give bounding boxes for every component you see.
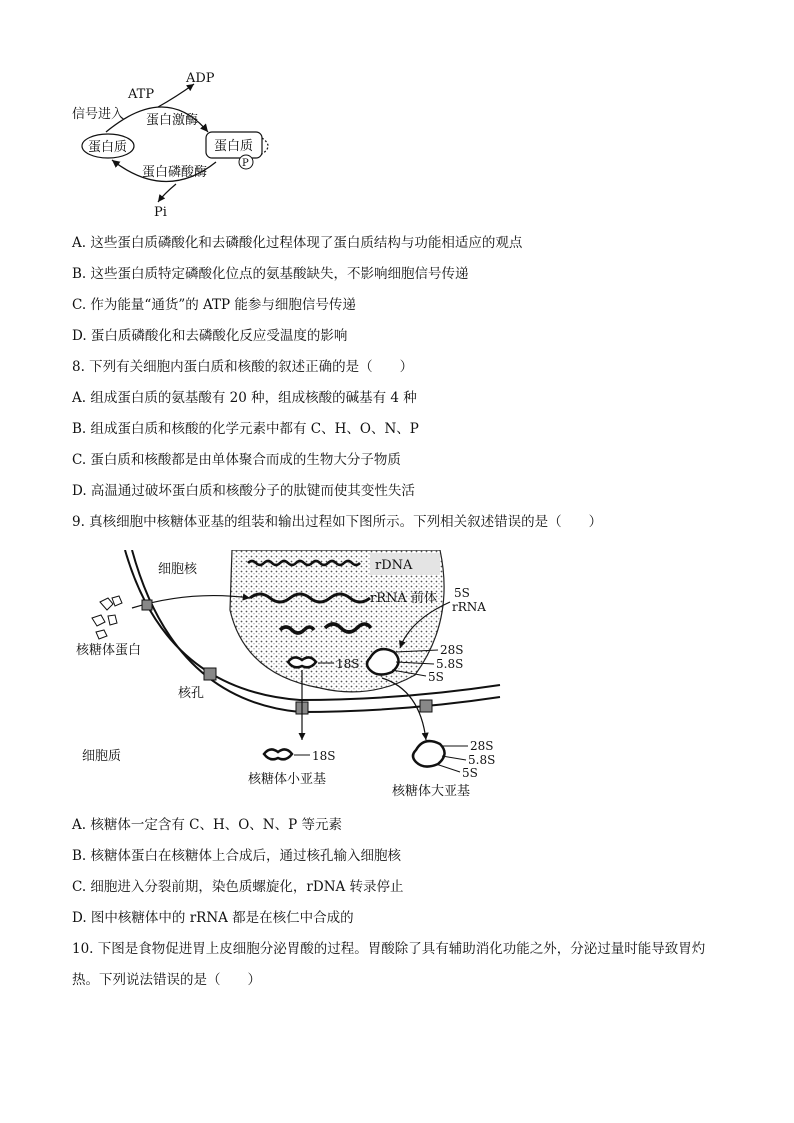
active-site-mark <box>262 138 268 154</box>
q8-stem: 8. 下列有关细胞内蛋白质和核酸的叙述正确的是（ ） <box>72 359 414 375</box>
q7-option-c: C. 作为能量“通货”的 ATP 能参与细胞信号传递 <box>72 297 356 313</box>
precursor-label: rRNA 前体 <box>370 591 437 606</box>
ribosome-assembly-figure <box>70 550 510 805</box>
signal-label: 信号进入 <box>72 107 125 122</box>
q9-option-c: C. 细胞进入分裂前期，染色质螺旋化，rDNA 转录停止 <box>72 879 404 895</box>
q7-option-a: A. 这些蛋白质磷酸化和去磷酸化过程体现了蛋白质结构与功能相适应的观点 <box>72 235 523 251</box>
nuclear-pore-1 <box>142 600 152 610</box>
large-subunit-cytoplasm <box>413 741 445 766</box>
s58-label: 5.8S <box>436 657 464 671</box>
q9-option-d: D. 图中核糖体中的 rRNA 都是在核仁中合成的 <box>72 910 354 926</box>
label-5s-top: 5S <box>454 586 470 600</box>
rdna-label: rDNA <box>375 558 413 573</box>
s5-label: 5S <box>428 670 444 684</box>
atp-label: ATP <box>128 87 155 102</box>
cytoplasm-label: 细胞质 <box>82 749 122 764</box>
q8-option-d: D. 高温通过破坏蛋白质和核酸分子的肽键而使其变性失活 <box>72 483 415 499</box>
q8-option-a: A. 组成蛋白质的氨基酸有 20 种，组成核酸的碱基有 4 种 <box>72 390 417 406</box>
q8-option-b: B. 组成蛋白质和核酸的化学元素中都有 C、H、O、N、P <box>72 421 419 437</box>
rrna-label: rRNA <box>452 600 486 614</box>
ribosomal-proteins <box>92 596 122 639</box>
phosphorylation-figure <box>66 62 296 222</box>
small-s18-label: 18S <box>312 749 336 763</box>
kinase-label: 蛋白激酶 <box>146 113 199 128</box>
q7-option-d: D. 蛋白质磷酸化和去磷酸化反应受温度的影响 <box>72 328 348 344</box>
q7-option-b: B. 这些蛋白质特定磷酸化位点的氨基酸缺失，不影响细胞信号传递 <box>72 266 469 282</box>
nuclear-pore-4 <box>420 700 432 712</box>
pore-label: 核孔 <box>178 686 205 701</box>
phosphatase-label: 蛋白磷酸酶 <box>142 165 208 180</box>
large-subunit-label: 核糖体大亚基 <box>392 784 471 799</box>
nucleus-label: 细胞核 <box>158 562 198 577</box>
small-subunit-label: 核糖体小亚基 <box>248 772 327 787</box>
protein-p-label: 蛋白质 <box>214 139 254 154</box>
ribosomal-protein-label: 核糖体蛋白 <box>76 643 142 658</box>
q9-option-b: B. 核糖体蛋白在核糖体上合成后，通过核孔输入细胞核 <box>72 848 402 864</box>
large-s5-pointer <box>436 764 460 772</box>
large-s58-pointer <box>442 756 466 760</box>
large-s28-label: 28S <box>470 739 494 753</box>
s28-label: 28S <box>440 643 464 657</box>
q10-stem: 10. 下图是食物促进胃上皮细胞分泌胃酸的过程。胃酸除了具有辅助消化功能之外，分泌过量时能导致胃灼热。下列说法错误的是（ ） <box>72 941 706 988</box>
q8-option-c: C. 蛋白质和核酸都是由单体聚合而成的生物大分子物质 <box>72 452 401 468</box>
small-subunit-cytoplasm <box>264 749 292 759</box>
s18-label: 18S <box>336 657 360 671</box>
adp-label: ADP <box>186 71 215 86</box>
q9-stem: 9. 真核细胞中核糖体亚基的组装和输出过程如下图所示。下列相关叙述错误的是（ ） <box>72 514 603 530</box>
pi-label: Pi <box>154 205 167 220</box>
small-subunit-nucleus <box>288 657 316 667</box>
atp-adp-arrow <box>158 84 194 107</box>
phosphate-p-label: P <box>242 158 249 169</box>
large-s5-label: 5S <box>462 766 478 780</box>
protein-label: 蛋白质 <box>88 140 128 155</box>
large-s58-label: 5.8S <box>468 753 496 767</box>
nuclear-pore-2 <box>204 668 216 680</box>
pi-arrow <box>158 184 176 202</box>
q9-option-a: A. 核糖体一定含有 C、H、O、N、P 等元素 <box>72 817 342 833</box>
